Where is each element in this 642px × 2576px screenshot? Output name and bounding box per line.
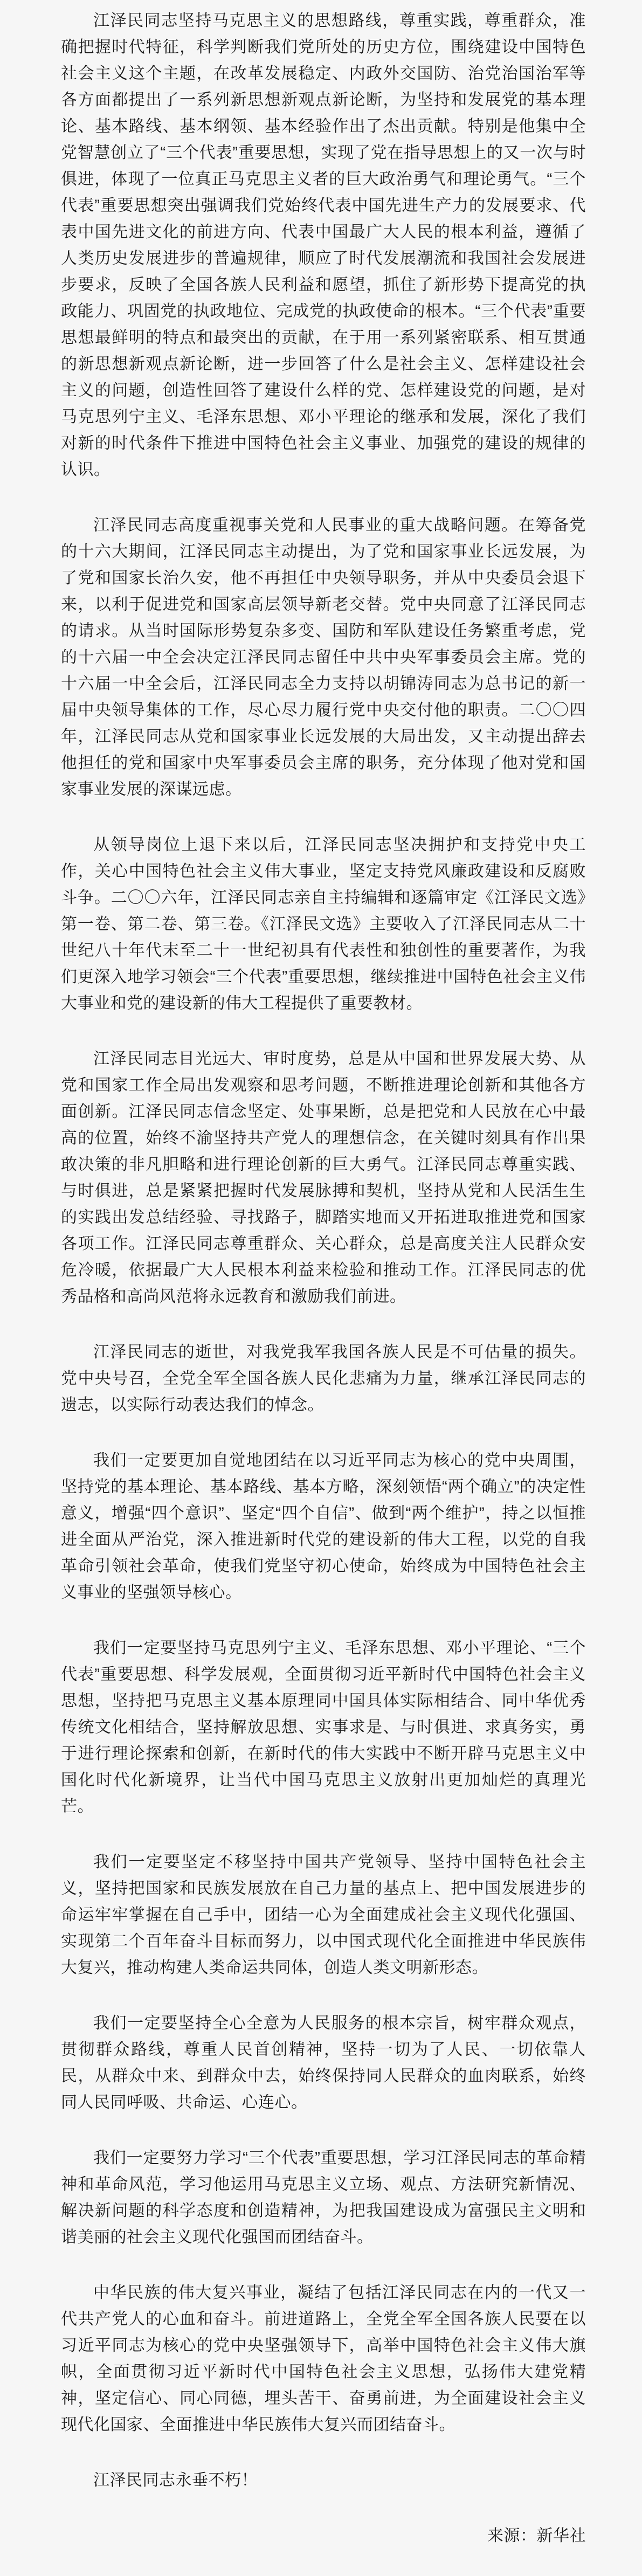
paragraph-6: 我们一定要更加自觉地团结在以习近平同志为核心的党中央周围，坚持党的基本理论、基本路线、基本方略，深刻领悟“两个确立”的决定性意义，增强“四个意识”、坚定“四个自信”、做到“两个维护”，持之以恒推进全面从严治党，深入推进新时代党的建设新的伟大工程，以党的自我革命引领社会革命，使我们党坚守初心使命，始终成为中国特色社会主义事业的坚强领导核心。 bbox=[61, 1452, 586, 1601]
paragraph-4: 江泽民同志目光远大、审时度势，总是从中国和世界发展大势、从党和国家工作全局出发观察和思考问题，不断推进理论创新和其他各方面创新。江泽民同志信念坚定、处事果断，总是把党和人民放在心中最高的位置，始终不渝坚持共产党人的理想信念，在关键时刻具有作出果敢决策的非凡胆略和进行理论创新的巨大勇气。江泽民同志尊重实践、与时俱进，总是紧紧把握时代发展脉搏和契机，坚持从党和人民活生生的实践出发总结经验、寻找路子，脚踏实地而又开拓进取推进党和国家各项工作。江泽民同志尊重群众、关心群众，总是高度关注人民群众安危冷暖，依据最广大人民根本利益来检验和推动工作。江泽民同志的优秀品格和高尚风范将永远教育和激励我们前进。 bbox=[61, 1050, 586, 1306]
paragraph-5: 江泽民同志的逝世，对我党我军我国各族人民是不可估量的损失。党中央号召，全党全军全国各族人民化悲痛为力量，继承江泽民同志的遗志，以实际行动表达我们的悼念。 bbox=[61, 1343, 586, 1414]
paragraph-3: 从领导岗位上退下来以后，江泽民同志坚决拥护和支持党中央工作，关心中国特色社会主义伟大事业，坚定支持党风廉政建设和反腐败斗争。二〇〇六年，江泽民同志亲自主持编辑和逐篇审定《江泽民文选》第一卷、第二卷、第三卷。《江泽民文选》主要收入了江泽民同志从二十世纪八十年代末至二十一世纪初具有代表性和独创性的重要著作，为我们更深入地学习领会“三个代表”重要思想，继续推进中国特色社会主义伟大事业和党的建设新的伟大工程提供了重要教材。 bbox=[61, 836, 586, 1012]
paragraph-9: 我们一定要坚持全心全意为人民服务的根本宗旨，树牢群众观点，贯彻群众路线，尊重人民首创精神，坚持一切为了人民、一切依靠人民，从群众中来、到群众中去，始终保持同人民群众的血肉联系，始终同人民同呼吸、共命运、心连心。 bbox=[61, 2014, 586, 2111]
paragraph-7: 我们一定要坚持马克思列宁主义、毛泽东思想、邓小平理论、“三个代表”重要思想、科学发展观，全面贯彻习近平新时代中国特色社会主义思想，坚持把马克思主义基本原理同中国具体实际相结合、同中华优秀传统文化相结合，坚持解放思想、实事求是、与时俱进、求真务实，勇于进行理论探索和创新，在新时代的伟大实践中不断开辟马克思主义中国化时代化新境界，让当代中国马克思主义放射出更加灿烂的真理光芒。 bbox=[61, 1639, 586, 1815]
paragraph-2: 江泽民同志高度重视事关党和人民事业的重大战略问题。在筹备党的十六大期间，江泽民同志主动提出，为了党和国家事业长远发展，为了党和国家长治久安，他不再担任中央领导职务，并从中央委员会退下来，以利于促进党和国家高层领导新老交替。党中央同意了江泽民同志的请求。从当时国际形势复杂多变、国防和军队建设任务繁重考虑，党的十六届一中全会决定江泽民同志留任中共中央军事委员会主席。党的十六届一中全会后，江泽民同志全力支持以胡锦涛同志为总书记的新一届中央领导集体的工作，尽心尽力履行党中央交付他的职责。二〇〇四年，江泽民同志从党和国家事业长远发展的大局出发，又主动提出辞去他担任的党和国家中央军事委员会主席的职务，充分体现了他对党和国家事业发展的深谋远虑。 bbox=[61, 516, 586, 798]
paragraph-closing: 江泽民同志永垂不朽！ bbox=[93, 2471, 258, 2489]
source-attribution: 来源：新华社 bbox=[487, 2527, 586, 2545]
paragraph-1: 江泽民同志坚持马克思主义的思想路线，尊重实践，尊重群众，准确把握时代特征，科学判断我们党所处的历史方位，围绕建设中国特色社会主义这个主题，在改革发展稳定、内政外交国防、治党治国治军等各方面都提出了一系列新思想新观点新论断，为坚持和发展党的基本理论、基本路线、基本纲领、基本经验作出了杰出贡献。特别是他集中全党智慧创立了“三个代表”重要思想，实现了党在指导思想上的又一次与时俱进，体现了一位真正马克思主义者的巨大政治勇气和理论勇气。“三个代表”重要思想突出强调我们党始终代表中国先进生产力的发展要求、代表中国先进文化的前进方向、代表中国最广大人民的根本利益，遵循了人类历史发展进步的普遍规律，顺应了时代发展潮流和我国社会发展进步要求，反映了全国各族人民利益和愿望，抓住了新形势下提高党的执政能力、巩固党的执政地位、完成党的执政使命的根本。“三个代表”重要思想最鲜明的特点和最突出的贡献，在于用一系列紧密联系、相互贯通的新思想新观点新论断，进一步回答了什么是社会主义、怎样建设社会主义的问题，创造性回答了建设什么样的党、怎样建设党的问题，是对马克思列宁主义、毛泽东思想、邓小平理论的继承和发展，深化了我们对新的时代条件下推进中国特色社会主义事业、加强党的建设的规律的认识。 bbox=[61, 12, 586, 479]
paragraph-8: 我们一定要坚定不移坚持中国共产党领导、坚持中国特色社会主义，坚持把国家和民族发展放在自己力量的基点上、把中国发展进步的命运牢牢掌握在自己手中，团结一心为全面建成社会主义现代化强国、实现第二个百年奋斗目标而努力，以中国式现代化全面推进中华民族伟大复兴，推动构建人类命运共同体，创造人类文明新形态。 bbox=[61, 1853, 586, 1977]
paragraph-11: 中华民族的伟大复兴事业，凝结了包括江泽民同志在内的一代又一代共产党人的心血和奋斗。前进道路上，全党全军全国各族人民要在以习近平同志为核心的党中央坚强领导下，高举中国特色社会主义伟大旗帜，全面贯彻习近平新时代中国特色社会主义思想，弘扬伟大建党精神，坚定信心、同心同德，埋头苦干、奋勇前进，为全面建设社会主义现代化国家、全面推进中华民族伟大复兴而团结奋斗。 bbox=[61, 2284, 586, 2434]
paragraph-10: 我们一定要努力学习“三个代表”重要思想，学习江泽民同志的革命精神和革命风范，学习他运用马克思主义立场、观点、方法研究新情况、解决新问题的科学态度和创造精神，为把我国建设成为富强民主文明和谐美丽的社会主义现代化强国而团结奋斗。 bbox=[61, 2149, 586, 2246]
